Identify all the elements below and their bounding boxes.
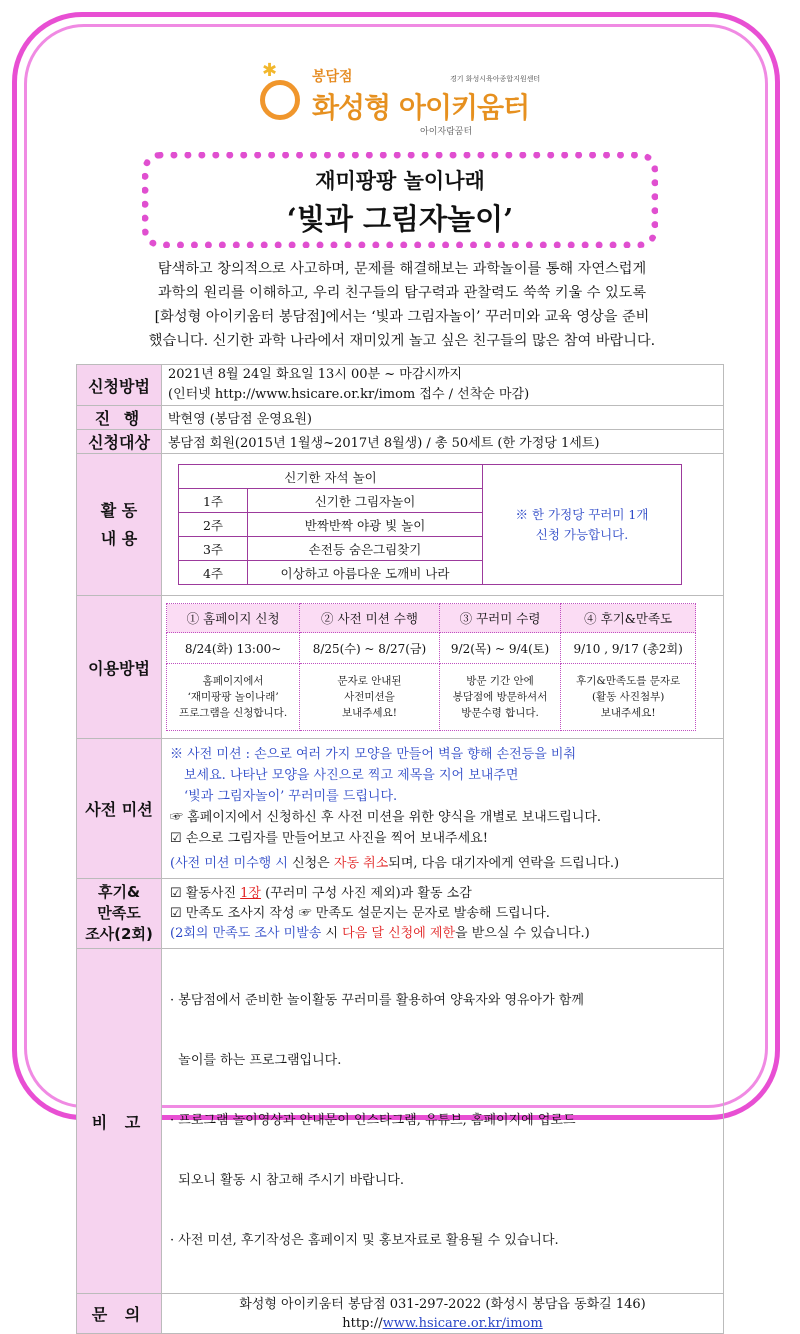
mission-line5: ☑ 손으로 그림자를 만들어보고 사진을 찍어 보내주세요! [170, 830, 488, 846]
activity-note [483, 465, 682, 585]
contact-url [168, 1314, 717, 1333]
review-line2: ☑ 만족도 조사지 작성 ☞ 만족도 설문지는 문자로 발송해 드립니다. [170, 905, 550, 921]
label-review-l2: 만족도 [97, 904, 141, 922]
usage-content [162, 596, 724, 739]
label-activity-l1: 활 동 [100, 500, 138, 520]
activity-table [178, 464, 682, 585]
step-desc-line: ‘재미팡팡 놀이나래’ [187, 691, 279, 703]
step-title: ② 사전 미션 수행 [300, 604, 440, 633]
review-line3-b: 시 [321, 925, 343, 941]
week-label: 1주 [179, 489, 248, 513]
usage-grid [166, 603, 696, 731]
label-staff: 진 행 [77, 406, 162, 430]
label-contact: 문 의 [77, 1294, 162, 1334]
week-label: 4주 [179, 561, 248, 585]
target-value: 봉담점 회원(2015년 1월생~2017년 8월생) / 총 50세트 (한 가정당 1세트) [162, 430, 724, 454]
logo-name [312, 86, 529, 126]
mission-blue-l2: 보세요. 나타난 모양을 사진으로 찍고 제목을 지어 보내주면 [184, 767, 519, 783]
step-title: ③ 꾸러미 수령 [439, 604, 561, 633]
remarks-item: · 사전 미션, 후기작성은 홈페이지 및 홍보자료로 활용될 수 있습니다. [170, 1233, 559, 1248]
mission-warning [170, 853, 715, 874]
step-desc-line: (활동 사진첨부) [591, 691, 665, 703]
row-activity [77, 454, 724, 596]
warn-a: (사전 미션 미수행 시 [170, 855, 288, 871]
remarks-item: · 프로그램 놀이영상과 안내문이 인스타그램, 유튜브, 홈페이지에 업로드 [170, 1113, 576, 1128]
row-staff [77, 406, 724, 430]
mission-blue-l1: ※ 사전 미션 : 손으로 여러 가지 모양을 만들어 벽을 향해 손전등을 비춰 [170, 746, 577, 762]
logo-name-part1: 화성형 [312, 91, 399, 124]
remarks-item: · 봉담점에서 준비한 놀이활동 꾸러미를 활용하여 양육자와 영유아가 함께 [170, 993, 584, 1008]
apply-line1: 2021년 8월 24일 화요일 13시 00분 ~ 마감시까지 [168, 367, 463, 382]
row-mission [77, 739, 724, 879]
row-target [77, 430, 724, 454]
logo-org: 경기 화성시육아종합지원센터 [450, 75, 541, 83]
activity-header: 신기한 자석 놀이 [179, 465, 483, 489]
step-desc-line: 홈페이지에서 [202, 675, 264, 687]
contact-link[interactable]: www.hsicare.or.kr/imom [382, 1315, 543, 1331]
logo [260, 60, 560, 146]
review-content [162, 879, 724, 949]
week-title: 이상하고 아름다운 도깨비 나라 [248, 561, 483, 585]
label-usage: 이용방법 [77, 596, 162, 739]
mission-content [162, 739, 724, 879]
label-activity-l2: 내 용 [100, 528, 138, 548]
label-activity [77, 454, 162, 596]
warn-c: 자동 취소 [333, 855, 389, 871]
step-desc-line: 사전미션을 [344, 691, 395, 703]
review-line3-c: 다음 달 신청에 제한 [342, 925, 456, 941]
row-contact [77, 1294, 724, 1334]
step-date: 8/24(화) 13:00~ [167, 633, 300, 664]
logo-name-part2: 아이키움터 [398, 91, 530, 124]
logo-branch: 봉담점 [312, 69, 353, 85]
week-title: 신기한 그림자놀이 [248, 489, 483, 513]
step-desc [561, 664, 696, 731]
smiley-face-icon [260, 80, 300, 120]
step-desc-line: 프로그램을 신청합니다. [179, 707, 288, 719]
warn-b: 신청은 [287, 855, 334, 871]
review-line1-a: ☑ 활동사진 [170, 885, 241, 901]
contact-line1: 화성형 아이키움터 봉담점 031-297-2022 (화성시 봉담읍 동화길 146) [239, 1296, 646, 1312]
contact-url-prefix: http:// [342, 1315, 383, 1331]
label-apply: 신청방법 [77, 365, 162, 406]
week-title: 반짝반짝 야광 빛 놀이 [248, 513, 483, 537]
review-line1-b: 1장 [240, 885, 261, 901]
step-desc-line: 보내주세요! [342, 707, 397, 719]
week-label: 2주 [179, 513, 248, 537]
activity-content [162, 454, 724, 596]
remarks-item: 놀이를 하는 프로그램입니다. [170, 1053, 342, 1068]
row-review [77, 879, 724, 949]
step-desc [439, 664, 561, 731]
title-main: ‘빛과 그림자놀이’ [286, 202, 514, 236]
remarks-content [162, 949, 724, 1294]
step-desc-line: 방문수령 합니다. [461, 707, 539, 719]
step-title: ① 홈페이지 신청 [167, 604, 300, 633]
week-label: 3주 [179, 537, 248, 561]
label-review-l1: 후기& [97, 883, 141, 901]
review-line3-a: (2회의 만족도 조사 미발송 [170, 925, 322, 941]
apply-value [162, 365, 724, 406]
mission-line4: ☞ 홈페이지에서 신청하신 후 사전 미션을 위한 양식을 개별로 보내드립니다. [170, 809, 602, 825]
step-date: 9/10 , 9/17 (총2회) [561, 633, 696, 664]
intro-line: 과학의 원리를 이해하고, 우리 친구들의 탐구력과 관찰력도 쑥쑥 키울 수 있도록 [157, 285, 647, 301]
step-desc-line: 봉담점에 방문하셔서 [452, 691, 548, 703]
review-line1 [170, 884, 715, 904]
review-line1-c: (꾸러미 구성 사진 제외)과 활동 소감 [261, 885, 472, 901]
activity-note-l1: ※ 한 가정당 꾸러미 1개 [515, 506, 649, 522]
warn-d: 되며, 다음 대기자에게 연락을 드립니다.) [388, 855, 620, 871]
step-desc [167, 664, 300, 731]
label-review [77, 879, 162, 949]
step-desc-line: 후기&만족도를 문자로 [576, 675, 681, 687]
step-desc [300, 664, 440, 731]
contact-content [162, 1294, 724, 1334]
title-subtitle: 재미팡팡 놀이나래 [315, 169, 485, 193]
review-line3 [170, 924, 715, 944]
step-title: ④ 후기&만족도 [561, 604, 696, 633]
intro-line: 했습니다. 신기한 과학 나라에서 재미있게 놀고 싶은 친구들의 많은 참여 바랍니다. [148, 333, 656, 349]
label-target: 신청대상 [77, 430, 162, 454]
step-date: 8/25(수) ~ 8/27(금) [300, 633, 440, 664]
logo-subtitle: 아이자람꿈터 [420, 127, 473, 137]
intro-line: [화성형 아이키움터 봉담점]에서는 ‘빛과 그림자놀이’ 꾸러미와 교육 영상을 준비 [154, 309, 650, 325]
review-line3-d: 을 받으실 수 있습니다.) [455, 925, 590, 941]
row-apply [77, 365, 724, 406]
mission-blue-l3: ‘빛과 그림자놀이’ 꾸러미를 드립니다. [184, 788, 398, 804]
intro-line: 탐색하고 창의적으로 사고하며, 문제를 해결해보는 과학놀이를 통해 자연스럽게 [157, 261, 647, 277]
row-usage [77, 596, 724, 739]
week-title: 손전등 숨은그림찾기 [248, 537, 483, 561]
step-date: 9/2(목) ~ 9/4(토) [439, 633, 561, 664]
info-table [76, 364, 724, 1334]
staff-value: 박현영 (봉담점 운영요원) [162, 406, 724, 430]
step-desc-line: 보내주세요! [600, 707, 656, 719]
label-review-l3: 조사(2회) [85, 925, 153, 943]
step-desc-line: 방문 기간 안에 [466, 675, 534, 687]
remarks-item: 되오니 활동 시 참고해 주시기 바랍니다. [170, 1173, 404, 1188]
intro-paragraph [92, 257, 712, 353]
label-remarks: 비 고 [77, 949, 162, 1294]
star-icon: ✱ [262, 60, 278, 81]
row-remarks [77, 949, 724, 1294]
title-box [142, 152, 658, 248]
step-desc-line: 문자로 안내된 [337, 675, 402, 687]
label-mission: 사전 미션 [77, 739, 162, 879]
activity-note-l2: 신청 가능합니다. [535, 526, 629, 542]
apply-line2: (인터넷 http://www.hsicare.or.kr/imom 접수 / 선착순 마감) [168, 387, 530, 402]
